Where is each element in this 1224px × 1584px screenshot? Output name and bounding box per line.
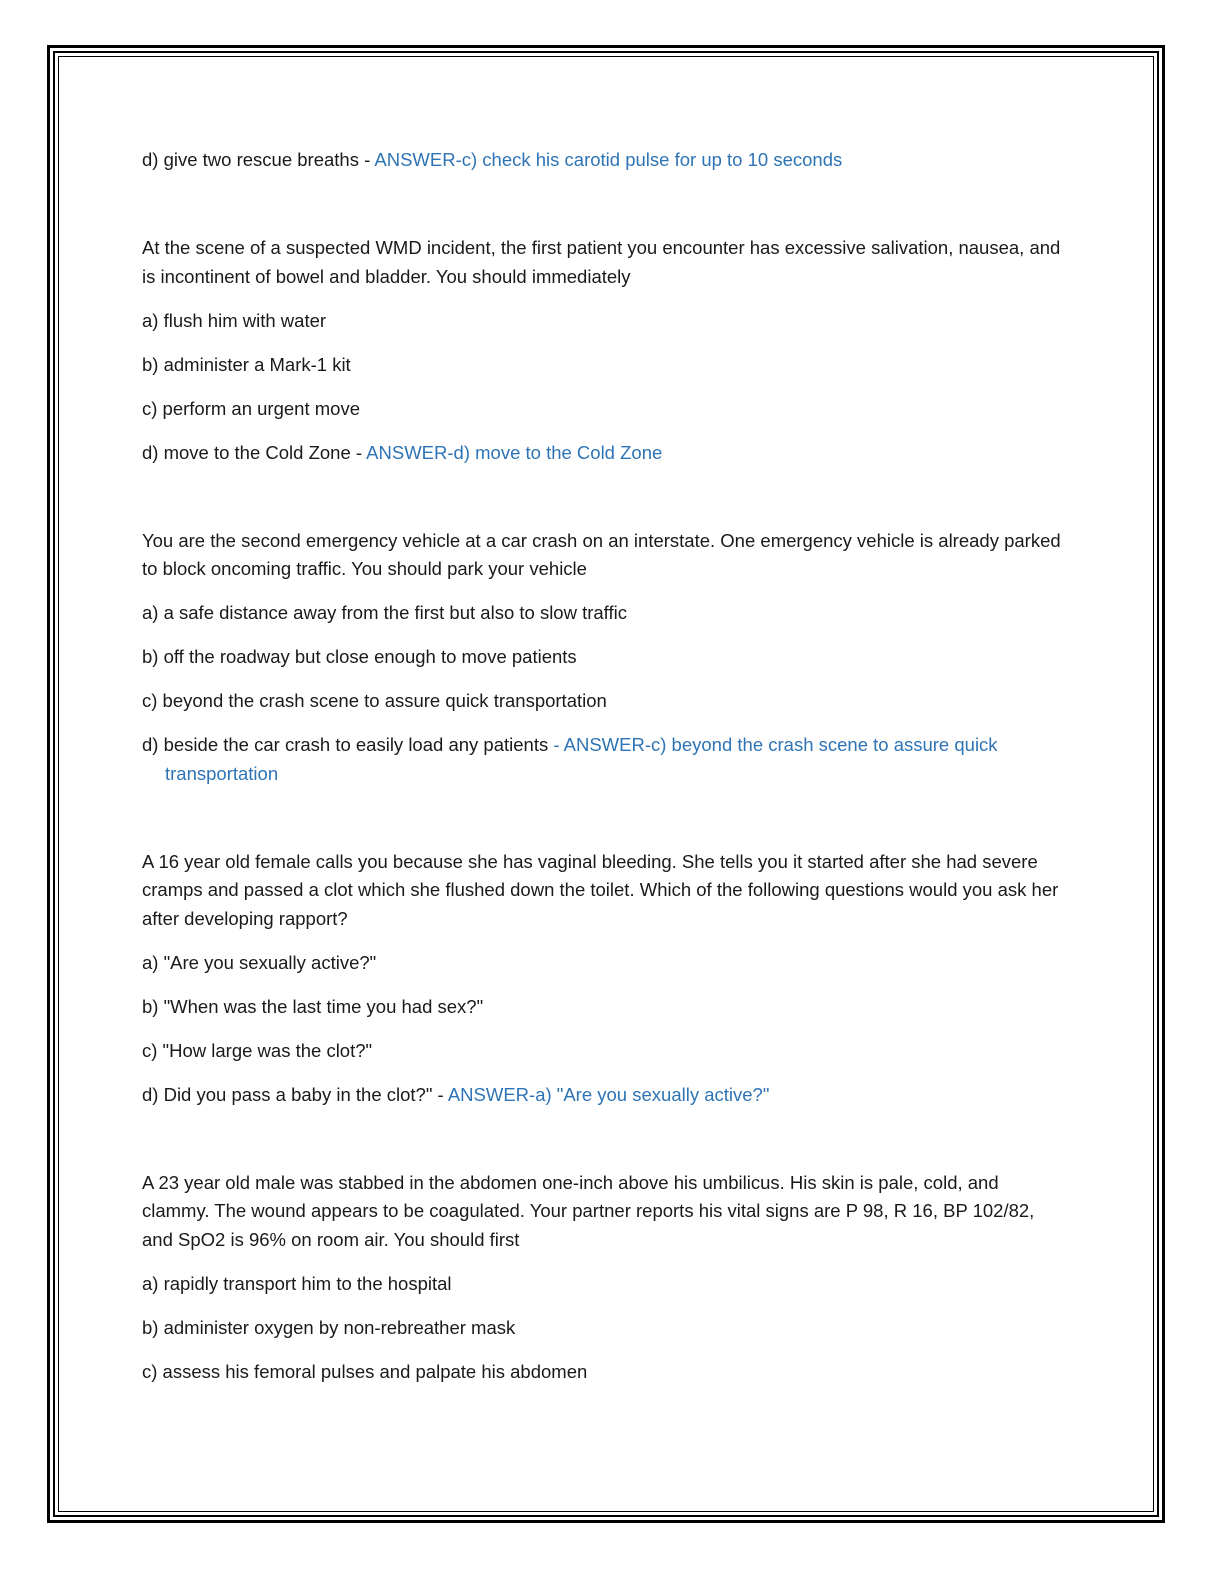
option-a: a) rapidly transport him to the hospital xyxy=(142,1272,452,1294)
question-block xyxy=(142,527,1062,789)
page-content xyxy=(142,146,1062,1402)
option-b: b) administer oxygen by non-rebreather mask xyxy=(142,1316,516,1338)
option-b: b) "When was the last time you had sex?" xyxy=(142,995,484,1017)
question-stem: A 23 year old male was stabbed in the abdomen one-inch above his umbilicus. His skin is pale, cold, and clammy. The wound appears to be coagulated. Your partner reports his vital signs are P 98, R 16, BP 102/82, and SpO2 is 96% on room air. You should first xyxy=(142,1171,1035,1250)
option-c: c) perform an urgent move xyxy=(142,397,360,419)
question-stem: You are the second emergency vehicle at a car crash on an interstate. One emergency vehicle is already parked to block oncoming traffic. You should park your vehicle xyxy=(142,529,1061,579)
answer-text: - ANSWER-c) beyond the crash scene to assure quick transportation xyxy=(165,734,998,784)
question-block xyxy=(142,1169,1062,1387)
question-stem: A 16 year old female calls you because she has vaginal bleeding. She tells you it started after she had severe cramps and passed a clot which she flushed down the toilet. Which of the following questions would you ask her after developing rapport? xyxy=(142,850,1059,929)
option-c: c) "How large was the clot?" xyxy=(142,1039,373,1061)
option-c: c) beyond the crash scene to assure quick transportation xyxy=(142,690,607,711)
option-a: a) "Are you sexually active?" xyxy=(142,951,377,973)
answer-text: ANSWER-a) "Are you sexually active?" xyxy=(447,1083,770,1105)
option-c: c) assess his femoral pulses and palpate his abdomen xyxy=(142,1360,588,1382)
question-block xyxy=(142,234,1062,467)
question-block xyxy=(142,848,1062,1110)
option-a: a) flush him with water xyxy=(142,309,327,331)
option-d: d) give two rescue breaths - ANSWER-c) check his carotid pulse for up to 10 seconds xyxy=(142,149,843,170)
option-d: d) move to the Cold Zone - ANSWER-d) move to the Cold Zone xyxy=(142,441,663,463)
option-d: d) beside the car crash to easily load any patients - ANSWER-c) beyond the crash scene to assure quick transportation xyxy=(142,734,998,784)
option-b: b) off the roadway but close enough to move patients xyxy=(142,646,577,667)
answer-text: ANSWER-d) move to the Cold Zone xyxy=(366,441,663,463)
question-block xyxy=(142,146,1062,175)
answer-text: ANSWER-c) check his carotid pulse for up to 10 seconds xyxy=(374,149,843,170)
option-d: d) Did you pass a baby in the clot?" - ANSWER-a) "Are you sexually active?" xyxy=(142,1083,770,1105)
question-stem: At the scene of a suspected WMD incident, the first patient you encounter has excessive salivation, nausea, and is incontinent of bowel and bladder. You should immediately xyxy=(142,237,1061,287)
option-b: b) administer a Mark-1 kit xyxy=(142,353,351,375)
option-a: a) a safe distance away from the first but also to slow traffic xyxy=(142,602,627,623)
